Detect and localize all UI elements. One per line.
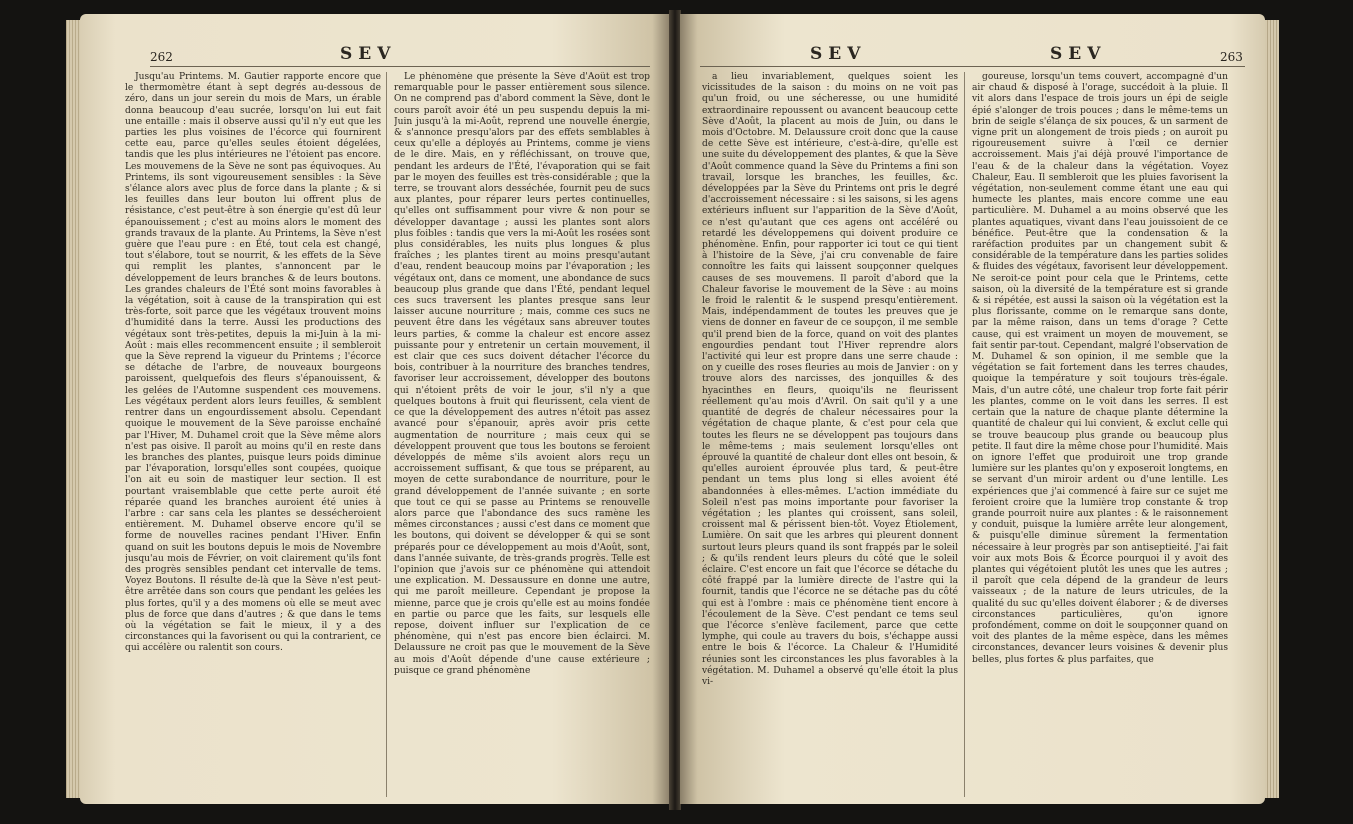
running-head-left: SEV — [340, 44, 397, 64]
column-separator-right — [964, 72, 965, 797]
column-text: Jusqu'au Printems. M. Gautier rapporte encore que le thermomètre étant à sept degrés au-dessous de zéro, dans un jour serein du mois de Mars, un érable donna beaucoup d'eau sucrée, lorsqu'on lui eut fait une entaille : mais il observe aussi qu'il n'y eut que les parties les plus voisines de l'écorce qui fournirent cette eau, parce qu'elles seules étoient dégelées, tandis que les plus intérieures ne l'étoient pas encore. Les mouvemens de la Sève ne sont pas équivoques. Au Printems, ils sont vigoureusement sensibles : la Sève s'élance alors avec plus de force dans la plante ; & si les feuilles dans leur bouton lui offrent plus de résistance, c'est peut-être à son énergie qu'est dû leur épanouissement ; c'est au moins alors le moment des grands travaux de la plante. Au Printems, la Sève n'est guère que l'eau pure : en Été, tout cela est changé, tout s'élabore, tout se nourrit, & les effets de la Sève qui remplit les plantes, s'annoncent par le développement de leurs branches & de leurs boutons. Les grandes chaleurs de l'Été sont moins favorables à la végétation, soit à cause de la transpiration qui est très-forte, soit parce que les végétaux trouvent moins d'humidité dans la terre. Aussi les productions des végétaux sont très-petites, depuis la mi-Juin à la mi-Août : mais elles recommencent ensuite ; il sembleroit que la Sève reprend la vigueur du Printems ; l'écorce se détache de l'arbre, de nouveaux bourgeons paroissent, quelquefois des fleurs s'épanouissent, & les gelées de l'Automne suspendent ces mouvemens. Les végétaux perdent alors leurs feuilles, & semblent rentrer dans un engourdissement absolu. Cependant quoique le mouvement de la Sève paroisse enchaîné par l'Hiver, M. Duhamel croit que la Sève même alors n'est pas oisive. Il paroît au moins qu'il en reste dans les branches des plantes, puisque leurs poids diminue par l'évaporation, lorsqu'elles sont coupées, quoique l'on ait eu soin de mastiquer leur section. Il est pourtant vraisemblable que cette perte auroit été réparée quand les branches auroient été unies à l'arbre : car sans cela les plantes se dessécheroient entièrement. M. Duhamel observe encore qu'il se forme de nouvelles racines pendant l'Hiver. Enfin quand on suit les boutons depuis le mois de Novembre jusqu'au mois de Février, on voit clairement qu'ils font des progrès sensibles pendant cet intervalle de tems. Voyez Boutons. Il résulte de-là que la Sève n'est peut-être arrêtée dans son cours que pendant les gelées les plus fortes, qu'il y a des momens où elle se meut avec plus de force que dans d'autres ; & que dans le tems où la végétation se fait le mieux, il y a des circonstances qui la favorisent ou qui la contrarient, ce qui accélère ou ralentit son cours. — [125, 72, 381, 654]
left-page-column-2 — [394, 72, 650, 802]
page-number-left: 262 — [150, 50, 173, 64]
running-head-right-col2: SEV — [1050, 44, 1107, 64]
column-separator-left — [386, 72, 387, 797]
left-page-column-1 — [125, 72, 381, 802]
right-page-column-1 — [702, 72, 958, 802]
column-text: goureuse, lorsqu'un tems couvert, accompagné d'un air chaud & disposé à l'orage, succédoit à la pluie. Il vit alors dans l'espace de trois jours un épi de seigle épié s'alonger de trois pouces ; dans le même-tems un brin de seigle s'élança de six pouces, & un sarment de vigne prit un alongement de trois pieds ; on auroit pu rigoureusement suivre à l'œil ce dernier accroissement. Mais j'ai déjà prouvé l'importance de l'eau & de la chaleur dans la végétation. Voyez Chaleur, Eau. Il sembleroit que les pluies favorisent la végétation, non-seulement comme étant une eau qui humecte les plantes, mais encore comme une eau particulière. M. Duhamel a au moins observé que les plantes aquatiques, vivant dans l'eau jouissoient de ce bénéfice. Peut-être que la condensation & la raréfaction produites par un changement subit & considérable de la température dans les parties solides & fluides des végétaux, favorisent leur développement. Ne seroit-ce point pour cela que le Printems, cette saison, où la diversité de la température est si grande & si répétée, est aussi la saison où la végétation est la plus florissante, comme on le remarque sans donte, par la même raison, dans un tems d'orage ? Cette cause, qui est vraiment un moyen de mouvement, se fait sentir par-tout. Cependant, malgré l'observation de M. Duhamel & son opinion, il me semble que la végétation se fait fortement dans les terres chaudes, quoique la température y soit toujours très-égale. Mais, d'un autre côté, une chaleur trop forte fait périr les plantes, comme on le voit dans les serres. Il est certain que la nature de chaque plante détermine la quantité de chaleur qui lui convient, & exclut celle qui se trouve beaucoup plus grande ou beaucoup plus petite. Il faut dire la même chose pour l'humidité. Mais on ignore l'effet que produiroit une trop grande lumière sur les plantes qu'on y exposeroit longtems, en se servant d'un miroir ardent ou d'une lentille. Les expériences que j'ai commencé à faire sur ce sujet me feroient croire que la lumière trop constante & trop grande pourroit nuire aux plantes : & le raisonnement y conduit, puisque la lumière arrête leur alongement, & puisqu'elle diminue sûrement la fermentation nécessaire à leur progrès par son antiseptieité. J'ai fait voir aux mots Bois & Écorce pourquoi il y avoit des plantes qui végétoient plutôt les unes que les autres ; il paroît que cela dépend de la grandeur de leurs vaisseaux ; de la nature de leurs utricules, de la qualité du suc qu'elles doivent élaborer ; & de diverses circonstances particulières, qu'on ignore profondément, comme on doit le soupçonner quand on voit des plantes de la même espèce, dans les mêmes circonstances, devancer leurs voisines & devenir plus belles, plus fortes & plus parfaites, que — [972, 72, 1228, 665]
header-rule-right — [700, 66, 1245, 67]
page-edges-left — [66, 20, 80, 798]
right-page-column-2 — [972, 72, 1228, 802]
right-page — [680, 14, 1265, 804]
column-text: a lieu invariablement, quelques soient les vicissitudes de la saison : du moins on ne voit pas qu'un froid, ou une sécheresse, ou une humidité extraordinaire repoussent ou avancent beaucoup cette Sève d'Août, la placent au mois de Juin, ou dans le mois d'Octobre. M. Delaussure croit donc que la cause de cette Sève est intérieure, c'est-à-dire, qu'elle est une suite du développement des plantes, & que la Sève d'Août commence quand la Sève du Printems a fini son travail, lorsque les branches, les feuilles, &c. développées par la Sève du Printems ont pris le degré d'accroissement nécessaire : si les saisons, si les agens extérieurs influent sur l'apparition de la Sève d'Août, ce n'est qu'autant que ces agens ont accéléré ou retardé les développemens qui doivent produire ce phénomène. Enfin, pour rapporter ici tout ce qui tient à l'histoire de la Sève, j'ai cru convenable de faire connoître les faits qui laissent soupçonner quelques causes de ses mouvemens. Il paroît d'abord que la Chaleur favorise le mouvement de la Sève : au moins le froid le ralentit & le suspend presqu'entièrement. Mais, indépendamment de toutes les preuves que je viens de donner en faveur de ce soupçon, il me semble qu'il prend bien de la force, quand on voit des plantes engourdies pendant tout l'Hiver reprendre alors l'activité qui leur est propre dans une serre chaude : on y cueille des roses fleuries au mois de Janvier : on y trouve alors des narcisses, des jonquilles & des hyacinthes en fleurs, quoiqu'ils ne fleurissent réellement qu'au mois d'Avril. On sait qu'il y a une quantité de degrés de chaleur nécessaires pour la végétation de chaque plante, & c'est pour cela que toutes les fleurs ne se développent pas toujours dans le même-tems ; mais seulement lorsqu'elles ont éprouvé la quantité de chaleur dont elles ont besoin, & qu'elles auroient éprouvée plus tard, & peut-être pendant un tems plus long si elles avoient été abandonnées à elles-mêmes. L'action immédiate du Soleil n'est pas moins importante pour favoriser la végétation ; les plantes qui croissent, sans soleil, croissent mal & périssent bien-tôt. Voyez Étiolement, Lumière. On sait que les arbres qui pleurent donnent surtout leurs pleurs quand ils sont frappés par le soleil ; & qu'ils rendent leurs pleurs du côté que le soleil éclaire. C'est encore un fait que l'écorce se détache du côté frappé par la lumière directe de l'astre qui la fournit, tandis que l'écorce ne se détache pas du côté qui est à l'ombre : mais ce phénomène tient encore à l'écoulement de la Sève. C'est pendant ce tems seul que l'écorce s'enlève facilement, parce que cette lymphe, qui coule au travers du bois, s'échappe aussi entre le bois & l'écorce. La Chaleur & l'Humidité réunies sont les circonstances les plus favorables à la végétation. M. Duhamel a observé qu'elle étoit la plus vi- — [702, 72, 958, 687]
left-page — [80, 14, 670, 804]
header-rule-left — [150, 66, 650, 67]
column-text: Le phénomène que présente la Sève d'Août est trop remarquable pour le passer entièrement sous silence. On ne comprend pas d'abord comment la Sève, dont le cours paroît avoir été un peu suspendu depuis la mi-Juin jusqu'à la mi-Août, reprend une nouvelle énergie, & s'annonce presqu'alors par des effets semblables à ceux qu'elle a déployés au Printems, comme je viens de le dire. Mais, en y réfléchissant, on trouve que, pendant les ardeurs de l'Été, l'évaporation qui se fait par le moyen des feuilles est très-considérable ; que la terre, se trouvant alors desséchée, fournit peu de sucs aux plantes, pour réparer leurs pertes continuelles, qu'elles ont suffisamment pour vivre & non pour se développer davantage ; aussi les plantes sont alors plus foibles : tandis que vers la mi-Août les rosées sont plus considérables, les nuits plus longues & plus fraîches ; les plantes tirent au moins presqu'autant d'eau, rendent beaucoup moins par l'évaporation ; les végétaux ont, dans ce moment, une abondance de sucs beaucoup plus grande que dans l'Été, pendant lequel ces sucs traversent les plantes presque sans leur laisser aucune nourriture ; mais, comme ces sucs ne peuvent être dans les végétaux sans abreuver toutes leurs parties, & comme la chaleur est encore assez puissante pour y entretenir un certain mouvement, il est clair que ces sucs doivent détacher l'écorce du bois, contribuer à la nourriture des branches tendres, favoriser leur accroissement, développer des boutons qui n'étoient prêts de voir le jour, s'il n'y a que quelques boutons à fruit qui fleurissent, cela vient de ce que la développement des autres n'étoit pas assez avancé pour s'épanouir, après avoir pris cette augmentation de nourriture ; mais ceux qui se développent prouvent que tous les boutons se feroient développés de même s'ils avoient alors reçu un accroissement suffisant, & que tous se préparent, au moyen de cette surabondance de nourriture, pour le grand développement de l'année suivante ; en sorte que tout ce qui se passe au Printems se renouvelle alors parce que l'abondance des sucs ramène les mêmes circonstances ; aussi c'est dans ce moment que les boutons, qui doivent se développer & qui se sont préparés pour ce développement au mois d'Août, sont, dans l'année suivante, de très-grands progrès. Telle est l'opinion que j'avois sur ce phénomène qui attendoit une explication. M. Dessaussure en donne une autre, qui me paroît meilleure. Cependant je propose la mienne, parce que je crois qu'elle est au moins fondée en partie ou parce que les faits, sur lesquels elle repose, doivent influer sur l'explication de ce phénomène, qui n'est pas encore bien éclairci. M. Delaussure ne croit pas que le mouvement de la Sève au mois d'Août dépende d'une cause extérieure ; puisque ce grand phénomène — [394, 72, 650, 676]
running-head-right-col1: SEV — [810, 44, 867, 64]
page-edges-right — [1265, 20, 1279, 798]
page-number-right: 263 — [1220, 50, 1243, 64]
